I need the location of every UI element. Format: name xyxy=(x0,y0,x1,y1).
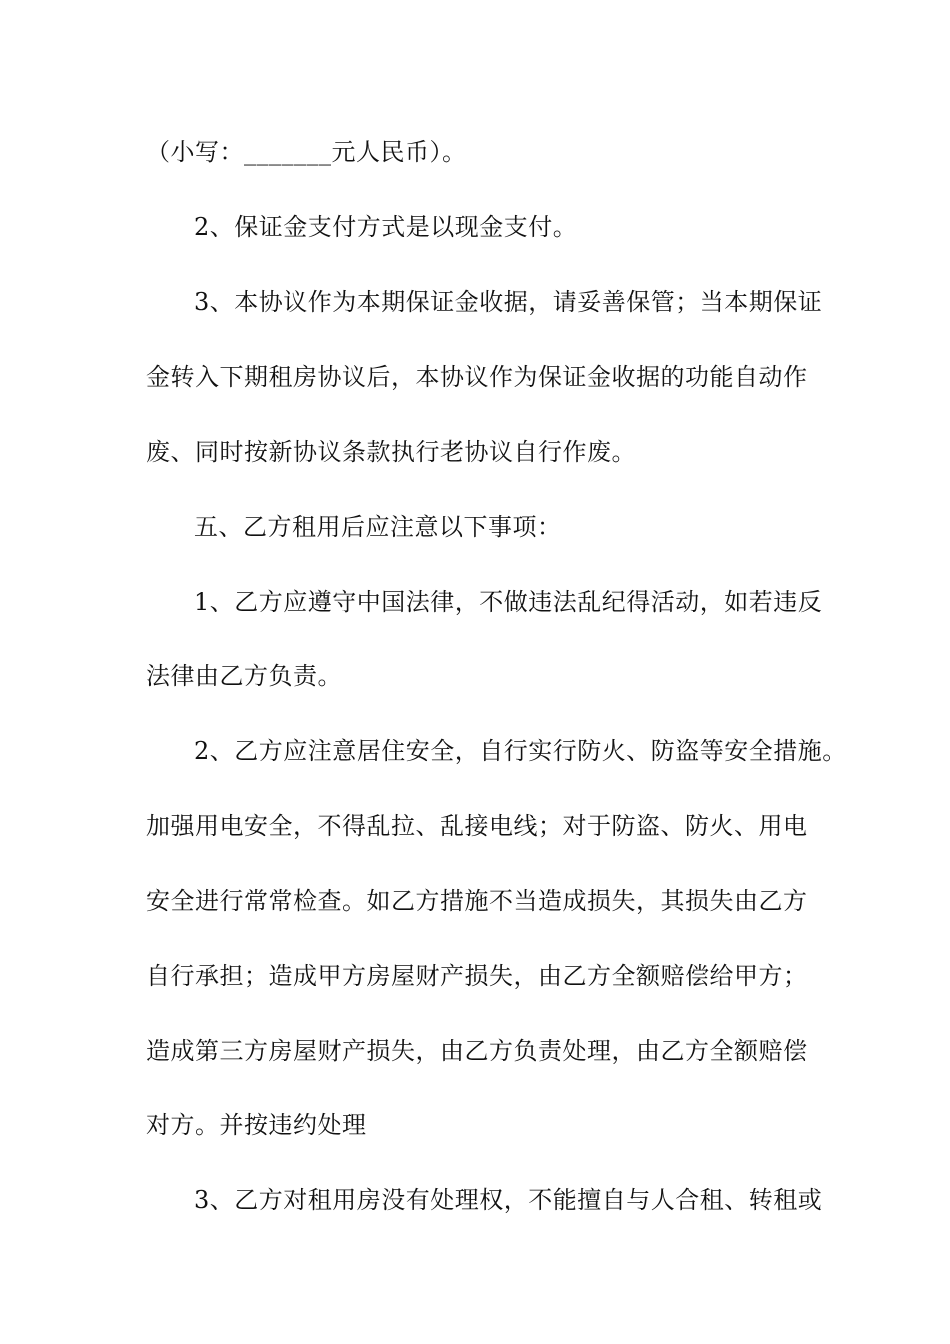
text-line-clause-3-cont-1: 金转入下期租房协议后，本协议作为保证金收据的功能自动作 xyxy=(146,363,808,391)
text-line-clause-3: 3、本协议作为本期保证金收据，请妥善保管；当本期保证 xyxy=(194,288,823,316)
text-line-item-1: 1、乙方应遵守中国法律，不做违法乱纪得活动，如若违反 xyxy=(194,588,823,616)
text-line-item-2-cont-1: 加强用电安全，不得乱拉、乱接电线；对于防盗、防火、用电 xyxy=(146,812,808,840)
text-line-amount: （小写：_______元人民币）。 xyxy=(146,138,467,166)
text-line-item-2-cont-4: 造成第三方房屋财产损失，由乙方负责处理，由乙方全额赔偿 xyxy=(146,1037,808,1065)
text-line-item-2-cont-3: 自行承担；造成甲方房屋财产损失，由乙方全额赔偿给甲方； xyxy=(146,962,808,990)
text-line-item-1-cont: 法律由乙方负责。 xyxy=(146,662,342,690)
text-line-clause-3-cont-2: 废、同时按新协议条款执行老协议自行作废。 xyxy=(146,438,636,466)
text-line-item-2: 2、乙方应注意居住安全，自行实行防火、防盗等安全措施。 xyxy=(194,737,847,765)
section-heading-5: 五、乙方租用后应注意以下事项： xyxy=(194,513,562,541)
text-line-item-2-cont-2: 安全进行常常检查。如乙方措施不当造成损失，其损失由乙方 xyxy=(146,887,808,915)
text-line-clause-2: 2、保证金支付方式是以现金支付。 xyxy=(194,213,578,241)
text-line-item-3: 3、乙方对租用房没有处理权，不能擅自与人合租、转租或 xyxy=(194,1186,823,1214)
text-line-item-2-cont-5: 对方。并按违约处理 xyxy=(146,1111,367,1139)
